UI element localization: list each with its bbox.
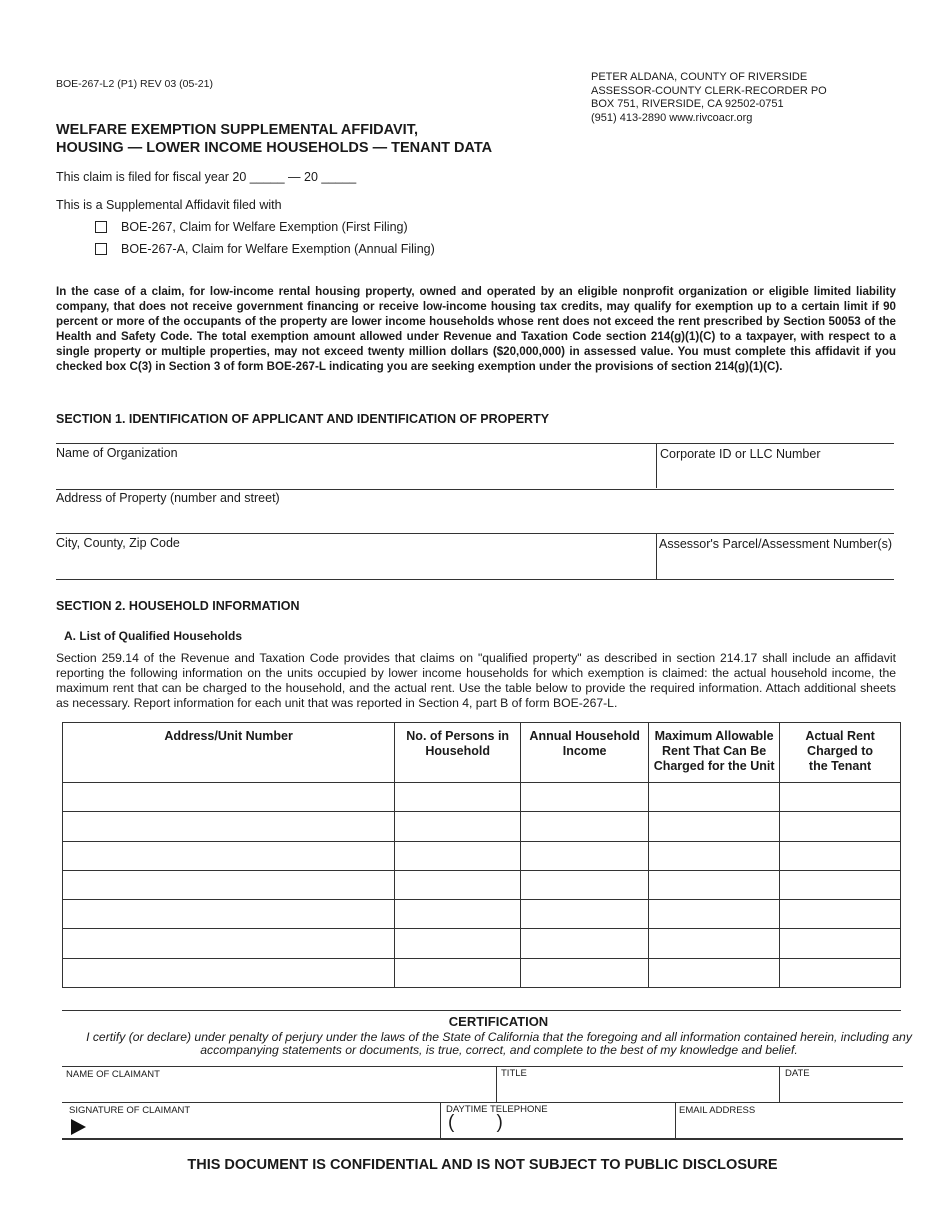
certification-title: CERTIFICATION (448, 1014, 549, 1029)
households-table (62, 722, 901, 988)
section2-heading: SECTION 2. HOUSEHOLD INFORMATION (56, 599, 300, 613)
phone-input[interactable] (500, 1117, 670, 1136)
table-cell[interactable] (649, 841, 780, 870)
supplemental-intro: This is a Supplemental Affidavit filed with (56, 198, 282, 212)
table-cell[interactable] (63, 841, 395, 870)
col-max-rent-text: Maximum Allowable Rent That Can Be Charged for the Unit (653, 729, 775, 773)
table-cell[interactable] (63, 929, 395, 958)
agency-address-block (591, 71, 827, 125)
table-cell[interactable] (521, 958, 649, 987)
table-cell[interactable] (63, 812, 395, 841)
signature-input[interactable] (92, 1117, 436, 1136)
title-label: TITLE (501, 1068, 527, 1079)
table-cell[interactable] (780, 929, 901, 958)
section2-subheading: A. List of Qualified Households (64, 629, 243, 643)
parcel-number-label: Assessor's Parcel/Assessment Number(s) (659, 537, 893, 551)
households-table-body (63, 783, 901, 988)
table-row (63, 841, 901, 870)
table-cell[interactable] (395, 812, 521, 841)
divider (56, 579, 894, 580)
col-address-unit: Address/Unit Number (63, 723, 395, 783)
table-cell[interactable] (780, 900, 901, 929)
divider (656, 533, 657, 579)
phone-parens: ( ) (448, 1112, 503, 1133)
table-cell[interactable] (649, 929, 780, 958)
table-row (63, 958, 901, 987)
email-label: EMAIL ADDRESS (679, 1105, 756, 1116)
table-cell[interactable] (780, 783, 901, 812)
agency-line: ASSESSOR-COUNTY CLERK-RECORDER PO (591, 84, 827, 97)
divider (62, 1102, 903, 1103)
signature-label: SIGNATURE OF CLAIMANT (69, 1105, 191, 1116)
table-cell[interactable] (395, 900, 521, 929)
certification-text: I certify (or declare) under penalty of perjury under the laws of the State of California that the foregoing and all information contained herein, including any accompanying statements or documents, is true, correct, and complete to the best of my knowledge and belief. (86, 1030, 912, 1057)
city-county-zip-input[interactable] (56, 554, 651, 576)
notice-paragraph: In the case of a claim, for low-income rental housing property, owned and operated by an eligible nonprofit organization or eligible limited liability company, that does not receive government financing or receive low-income housing tax credits, may qualify for exemption up to a certain limit if 90 percent or more of the occupants of the property are lower income households whose rent does not exceed the rent prescribed by Section 50053 of the Health and Safety Code. The total exemption amount allowed under Revenue and Taxation Code section 214(g)(1)(C) to a taxpayer, with respect to a single property or multiple properties, may not exceed twenty million dollars ($20,000,000) in assessed value. You must complete this affidavit if you checked box C(3) in Section 3 of form BOE-267-L indicating you are seeking exemption under the provisions of section 214(g)(1)(C). (56, 285, 896, 373)
phone-label: DAYTIME TELEPHONE (446, 1104, 548, 1115)
signature-arrow-icon (71, 1119, 86, 1135)
divider (62, 1010, 901, 1011)
corp-id-label: Corporate ID or LLC Number (660, 447, 821, 461)
form-title-line2: HOUSING — LOWER INCOME HOUSEHOLDS — TENANT DATA (56, 140, 493, 156)
boe-267-a-checkbox[interactable] (95, 243, 107, 255)
table-cell[interactable] (780, 870, 901, 899)
agency-line: BOX 751, RIVERSIDE, CA 92502-0751 (591, 98, 784, 110)
fiscal-year-line[interactable]: This claim is filed for fiscal year 20 _____ — 20 _____ (56, 170, 357, 184)
table-cell[interactable] (649, 870, 780, 899)
table-row (63, 929, 901, 958)
table-cell[interactable] (780, 841, 901, 870)
agency-line: PETER ALDANA, COUNTY OF RIVERSIDE (591, 71, 808, 83)
table-cell[interactable] (395, 783, 521, 812)
section1-heading: SECTION 1. IDENTIFICATION OF APPLICANT AND IDENTIFICATION OF PROPERTY (56, 412, 550, 426)
divider (56, 443, 894, 444)
col-max-rent (649, 723, 780, 783)
table-cell[interactable] (780, 812, 901, 841)
email-input[interactable] (679, 1117, 901, 1136)
table-row (63, 900, 901, 929)
divider (62, 1066, 903, 1067)
address-label: Address of Property (number and street) (56, 491, 280, 505)
col-income-text: Annual Household Income (529, 729, 640, 758)
option-boe-267-a[interactable] (95, 242, 435, 256)
table-cell[interactable] (649, 900, 780, 929)
org-name-input[interactable] (56, 464, 651, 486)
date-label: DATE (785, 1068, 810, 1079)
divider (56, 533, 894, 534)
confidential-notice: THIS DOCUMENT IS CONFIDENTIAL AND IS NOT SUBJECT TO PUBLIC DISCLOSURE (187, 1157, 778, 1173)
table-cell[interactable] (63, 900, 395, 929)
form-title-line1: WELFARE EXEMPTION SUPPLEMENTAL AFFIDAVIT, (56, 122, 418, 138)
form-title (56, 121, 492, 157)
divider (440, 1102, 441, 1138)
col-actual-rent-text: Actual Rent Charged to the Tenant (805, 729, 875, 773)
table-cell[interactable] (521, 783, 649, 812)
table-cell[interactable] (649, 783, 780, 812)
divider (56, 489, 894, 490)
divider (675, 1102, 676, 1138)
table-cell[interactable] (395, 841, 521, 870)
corp-id-input[interactable] (660, 464, 892, 486)
boe-267-label: BOE-267, Claim for Welfare Exemption (First Filing) (121, 220, 408, 234)
table-cell[interactable] (521, 870, 649, 899)
table-header-row (63, 723, 901, 783)
option-boe-267[interactable] (95, 220, 408, 234)
table-cell[interactable] (63, 958, 395, 987)
date-input[interactable] (785, 1081, 900, 1100)
org-name-label: Name of Organization (56, 446, 178, 460)
table-cell[interactable] (649, 958, 780, 987)
table-cell[interactable] (521, 929, 649, 958)
col-persons-text: No. of Persons in Household (406, 729, 510, 758)
col-persons (395, 723, 521, 783)
city-county-zip-label: City, County, Zip Code (56, 536, 180, 550)
agency-line: (951) 413-2890 www.rivcoacr.org (591, 111, 753, 124)
section2-paragraph: Section 259.14 of the Revenue and Taxation Code provides that claims on "qualified property" as described in section 214.17 shall include an affidavit reporting the following information on the units occupied by lower income households for which exemption is claimed: the actual household income, the maximum rent that can be charged to the household, and the actual rent. Use the table below to provide the required information. Attach additional sheets as necessary. Report information for each unit that was reported in Section 4, part B of form BOE-267-L. (56, 651, 896, 710)
parcel-number-input[interactable] (660, 554, 892, 576)
table-row (63, 783, 901, 812)
col-income (521, 723, 649, 783)
table-cell[interactable] (521, 812, 649, 841)
table-cell[interactable] (395, 870, 521, 899)
address-input[interactable] (56, 509, 891, 531)
table-row (63, 812, 901, 841)
title-input[interactable] (501, 1081, 775, 1100)
table-cell[interactable] (521, 900, 649, 929)
claimant-name-label: NAME OF CLAIMANT (66, 1069, 160, 1080)
table-cell[interactable] (395, 958, 521, 987)
divider (779, 1066, 780, 1102)
table-cell[interactable] (63, 870, 395, 899)
divider (656, 443, 657, 488)
boe-267-checkbox[interactable] (95, 221, 107, 233)
table-cell[interactable] (395, 929, 521, 958)
divider (62, 1138, 903, 1140)
divider (496, 1066, 497, 1102)
table-cell[interactable] (521, 841, 649, 870)
boe-267-a-label: BOE-267-A, Claim for Welfare Exemption (Annual Filing) (121, 242, 435, 256)
table-row (63, 870, 901, 899)
table-cell[interactable] (63, 783, 395, 812)
claimant-name-input[interactable] (66, 1081, 491, 1100)
table-cell[interactable] (780, 958, 901, 987)
table-cell[interactable] (649, 812, 780, 841)
col-actual-rent (780, 723, 901, 783)
form-code: BOE-267-L2 (P1) REV 03 (05-21) (56, 78, 213, 90)
